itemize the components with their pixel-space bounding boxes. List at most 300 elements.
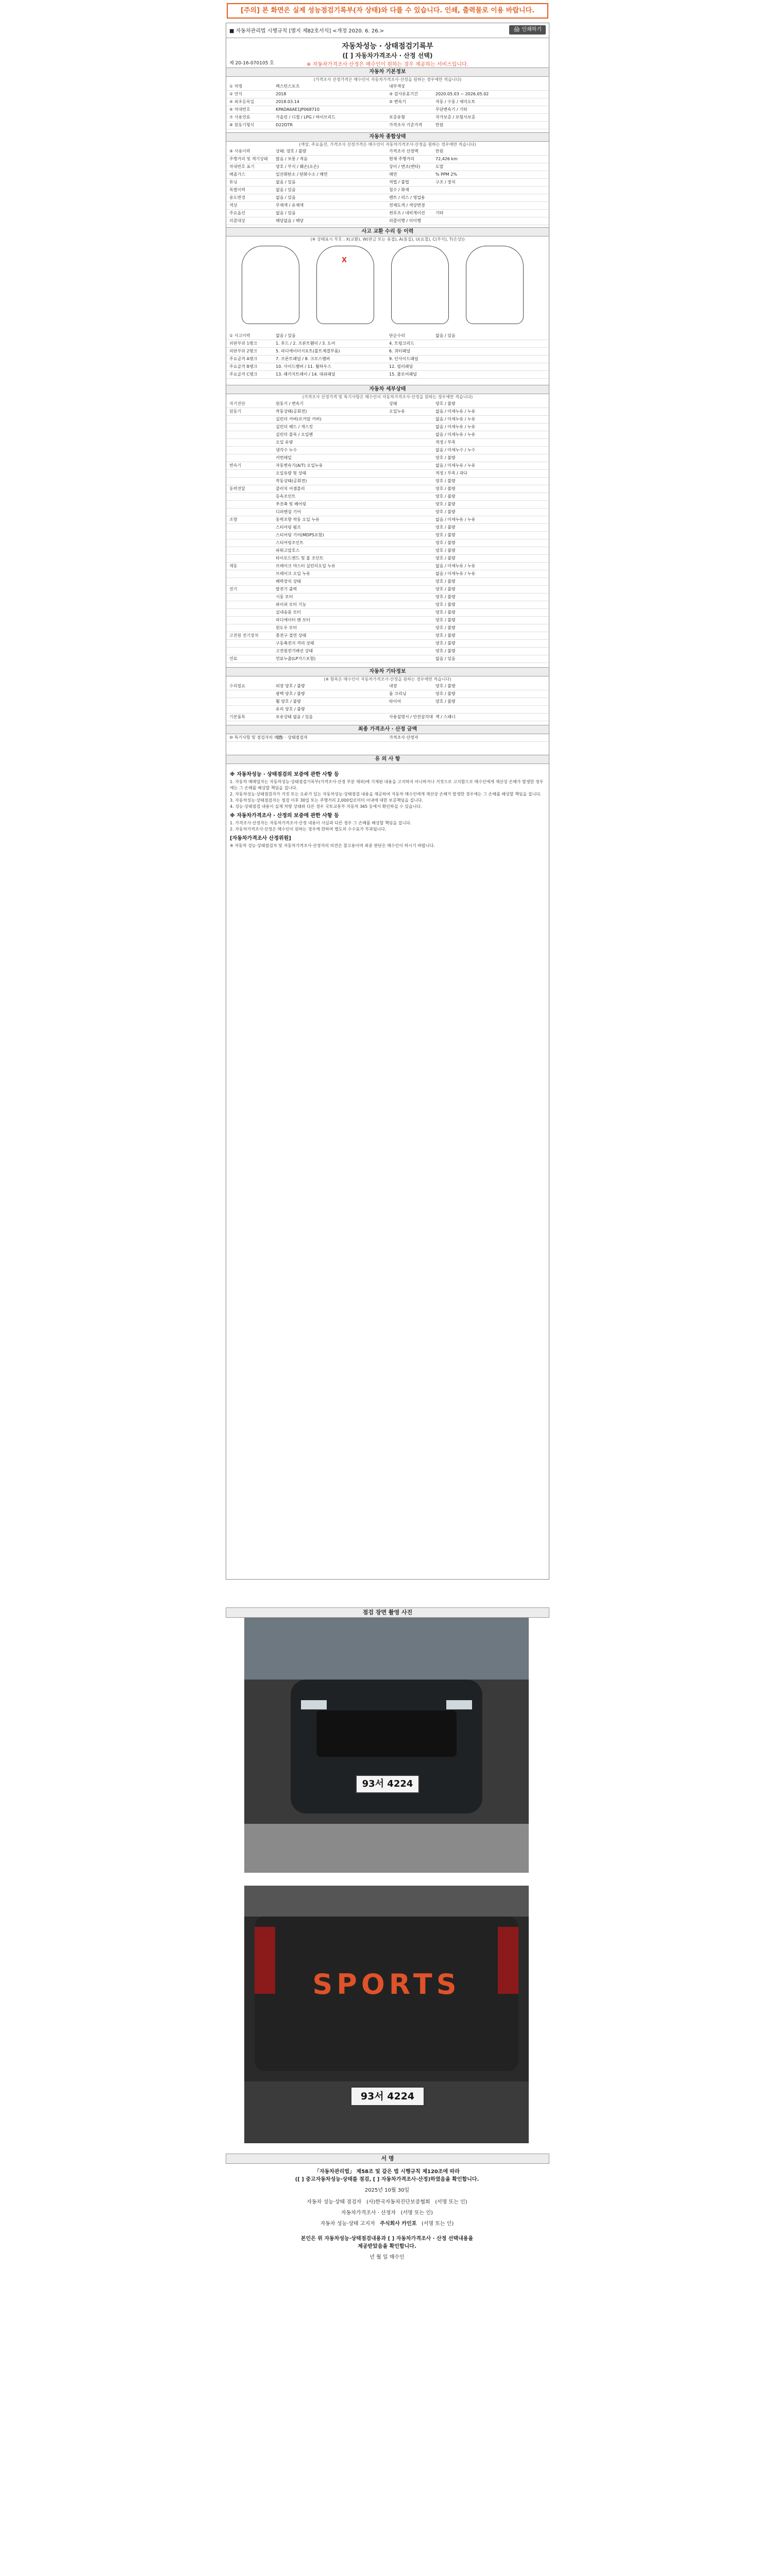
notes-heading-2: ※ 자동차가격조사 · 산정의 보증에 관한 사항 등 [230, 813, 339, 819]
row-key-2: ③ 검사유효기간 [389, 92, 418, 96]
section-basic-info-sub: (가격조사 산정가격은 매수인이 자동차가격조사·산정을 원하는 경우에만 적습니다) [313, 77, 462, 82]
serial-number: 제 20-16-070105 호 [229, 61, 274, 66]
row-value: 상태: 양호 / 불량 [276, 149, 307, 154]
row-value-2: 양호 / 불량 [435, 556, 456, 561]
table-row [226, 734, 549, 742]
table-row [226, 408, 549, 416]
row-value-2: 만원 [435, 149, 444, 154]
table-row [226, 400, 549, 408]
row-value-2: 적정 / 부족 / 과다 [435, 471, 467, 476]
sign-section-title: 서 명 [226, 2154, 549, 2164]
row-key-2: 9. 인사이드패널 [389, 357, 418, 361]
table-row [226, 98, 549, 106]
row-value: 브레이크 마스터 실린더오일 누유 [276, 564, 335, 568]
row-key-2: 룸 크리닝 [389, 691, 407, 696]
row-key-2: 매연 [389, 172, 397, 177]
notes-heading-3: [자동차가격조사 산정위원] [230, 836, 291, 841]
row-key-2: 가격조사 기준가격 [389, 123, 423, 127]
row-value-2: 양호 / 불량 [435, 587, 456, 591]
photo-front [244, 1618, 529, 1873]
row-value-2: 없음 / 있음 [435, 333, 456, 338]
row-value-2: 적정 / 부족 [435, 440, 456, 445]
vehicle-diagram [242, 246, 530, 328]
row-key: 용도변경 [229, 195, 245, 200]
row-value: 배력장치 상태 [276, 579, 301, 584]
row-value: 동력조향 작동 오일 누유 [276, 517, 320, 522]
row-value: 광택 양호 / 불량 [276, 691, 305, 696]
row-value-2: 양호 / 불량 [435, 633, 456, 638]
row-value: D22DTR [276, 123, 293, 127]
section-other-sub: (※ 항목은 매수인이 자동차가격조사·산정을 원하는 경우에만 적습니다) [324, 677, 451, 682]
table-row [226, 532, 549, 539]
row-value: 클러치 어셈블리 [276, 486, 305, 491]
row-key-2: 상이 / 변조(변타) [389, 164, 421, 169]
row-value: 스티어링조인트 [276, 540, 304, 545]
signer-3-tail: (서명 또는 인) [421, 2221, 454, 2227]
signer-1 [226, 2197, 548, 2205]
row-value-2: 없음 / 미세누유 / 누유 [435, 425, 476, 429]
row-key: 주요골격 A랭크 [229, 357, 258, 361]
row-value: 작동상태(공회전) [276, 409, 307, 414]
table-row [226, 555, 549, 563]
row-key: 외판부위 1랭크 [229, 341, 258, 346]
replace-mark: X [342, 257, 347, 264]
row-key-2: 현재 주행거리 [389, 157, 414, 161]
row-value: 없음 / 있음 [276, 333, 296, 338]
signer-2 [226, 2208, 548, 2216]
document-subtitle: ([ ] 자동차가격조사 · 산정 선택) [342, 52, 433, 59]
row-key: 색상 [229, 203, 238, 208]
row-key-2: 썬루프 / 네비게이션 [389, 211, 425, 215]
row-value: 오일 유량 [276, 440, 293, 445]
row-key: ⑥ 차대번호 [229, 107, 250, 112]
table-row [226, 594, 549, 601]
row-key-2: ⑤ 변속기 [389, 99, 406, 104]
table-row [226, 106, 549, 114]
row-value-2: 없음 / 미세누유 / 누유 [435, 564, 476, 568]
row-value: KPADA6AE1JP068710 [276, 107, 320, 112]
row-key: ④ 최초등록일 [229, 99, 255, 104]
signer-1-label: 자동차 성능·상태 점검자 [307, 2199, 362, 2205]
row-value-2: 양호 / 불량 [435, 401, 456, 406]
row-value: 2018 [276, 92, 287, 96]
notes-p3: 3. 자동차성능·상태점검자는 점검 이후 30일 또는 주행거리 2,000킬로미터 이내에 대한 보증책임을 집니다. [230, 798, 424, 803]
table-row [226, 640, 549, 648]
row-key: 외판부위 2랭크 [229, 349, 258, 353]
table-row [226, 171, 549, 179]
basic-info-table [226, 83, 549, 129]
row-value: 1. 후드 / 2. 프론트휀더 / 3. 도어 [276, 341, 335, 346]
table-row [226, 431, 549, 439]
section-detail-sub: (가격조사 산정가격 및 특기사항은 매수인이 자동차가격조사·산정을 원하는 경우에만 적습니다) [302, 395, 473, 399]
row-value-2: 양호 / 불량 [435, 649, 456, 653]
car-left-view [242, 246, 299, 324]
row-key-2: 사용설명서 / 안전삼각대 [389, 715, 433, 719]
row-value-2: 양호 / 불량 [435, 602, 456, 607]
row-value: 커먼레일 [276, 455, 292, 460]
row-value-2: 2020.05.03 ~ 2026.05.02 [435, 92, 489, 96]
row-key-2: 6. 쿼터패널 [389, 349, 411, 353]
table-row [226, 163, 549, 171]
table-row [226, 617, 549, 624]
table-row [226, 371, 549, 379]
table-row [226, 114, 549, 122]
row-value-2: 양호 / 불량 [435, 610, 456, 615]
row-value-2: 없음 / 미세누유 / 누유 [435, 409, 476, 414]
table-row [226, 493, 549, 501]
table-row [226, 470, 549, 478]
row-value: 가솔린 / 디젤 / LPG / 하이브리드 [276, 115, 336, 120]
section-basic-info-title: 자동차 기본정보 [226, 67, 549, 77]
row-value: 구동축전지 격리 상태 [276, 641, 314, 646]
row-key-2: 단순수리 [389, 333, 405, 338]
table-row [226, 348, 549, 355]
row-key-2: 보증유형 [389, 115, 405, 120]
row-value-2: 양호 / 불량 [435, 533, 456, 537]
row-key: 특별이력 [229, 188, 245, 192]
row-key-2: 침수 / 화재 [389, 188, 409, 192]
table-row [226, 462, 549, 470]
document-note: ※ 자동차가격조사·산정은 매수인이 원하는 경우 제공하는 서비스입니다. [307, 62, 468, 67]
row-key-2: 12. 필러패널 [389, 364, 413, 369]
row-value-2: 기타 [435, 211, 444, 215]
row-value: 해당없음 / 해당 [276, 218, 304, 223]
row-value: 냉각수 누수 [276, 448, 297, 452]
row-value: 스티어링 기어(MDPS포함) [276, 533, 324, 537]
row-key: 조향 [229, 517, 238, 522]
row-value-2: 없음 / 미세누유 / 누유 [435, 417, 476, 421]
row-value: 스티어링 펌프 [276, 525, 301, 530]
section-overall-sub: (색상, 주요옵션, 가격조사 산정가격은 매수인이 자동차가격조사·산정을 원하는 경우에만 적습니다) [299, 142, 476, 147]
row-value: 휠 양호 / 불량 [276, 699, 301, 704]
photo-section-title: 점검 장면 촬영 사진 [226, 1607, 549, 1618]
notice-banner: [주의] 본 화면은 실제 성능점검기록부(자 상태)와 다를 수 있습니다. 인쇄, 출력물로 이용 바랍니다. [227, 3, 548, 19]
row-value: 5. 라디에이터서포트(볼트체결부품) [276, 349, 340, 353]
row-value: 실린더 헤드 / 개스킷 [276, 425, 313, 429]
document-header [226, 23, 549, 38]
table-row [226, 563, 549, 570]
row-key: ① 사고이력 [229, 333, 250, 338]
row-key: 주행거리 및 계기상태 [229, 157, 268, 161]
row-value: 등속조인트 [276, 494, 296, 499]
row-value: 없음 / 있음 [276, 188, 296, 192]
sign-line-2: ([ ] 중고자동차성능·상태를 점검, [ ] 자동차가격조사·산정)하였음을 확인합니다. [295, 2177, 479, 2182]
row-key: 제동 [229, 564, 238, 568]
row-value-2: 양호 / 불량 [435, 455, 456, 460]
row-value-2: 양호 / 불량 [435, 618, 456, 622]
row-value-2: 양호 / 불량 [435, 525, 456, 530]
row-key: 전기 [229, 587, 238, 591]
section-detail-title: 자동차 세부상태 [226, 385, 549, 394]
row-value-2: 만원 [435, 123, 444, 127]
notes-title: 유 의 사 항 [226, 755, 549, 764]
sign-date: 2025년 10월 30일 [364, 2188, 410, 2193]
row-key-2: 4. 트렁크리드 [389, 341, 414, 346]
row-value: 없음 / 있음 [276, 195, 296, 200]
row-value: 없음 / 있음 [276, 211, 296, 215]
row-value: 시동 모터 [276, 595, 293, 599]
row-key: 튜닝 [229, 180, 238, 184]
row-value-2: 무단변속기 / 기타 [435, 107, 467, 112]
row-key: 배출가스 [229, 172, 245, 177]
signer-1-tail: (서명 또는 인) [435, 2199, 467, 2205]
print-button[interactable]: 🖨 인쇄하기 [509, 25, 546, 35]
table-row [226, 122, 549, 129]
row-key-2: 리콜이행 / 미이행 [389, 218, 421, 223]
row-key: 변속기 [229, 463, 242, 468]
row-key: 수리필요 [229, 684, 245, 688]
row-value: 발전기 출력 [276, 587, 297, 591]
table-row [226, 202, 549, 210]
row-value-2: 없음 / 미세누유 / 누유 [435, 463, 476, 468]
row-value: 없음 / 있음 [276, 180, 296, 184]
print-label: 인쇄하기 [522, 27, 542, 32]
row-key: 고전원 전기장치 [229, 633, 259, 638]
detail-state-table [226, 400, 549, 663]
car-right-view [466, 246, 524, 324]
table-row [226, 363, 549, 371]
row-value: 일산화탄소 / 탄화수소 / 매연 [276, 172, 328, 177]
row-value: 연료누출(LP가스포함) [276, 656, 316, 661]
notes-p5: 1. 가격조사·산정자는 자동차가격조사·산정 내용이 사실과 다른 경우 그 손해를 배상할 책임을 집니다. [230, 821, 412, 825]
row-key-2: 상태 [389, 401, 397, 406]
table-row [226, 570, 549, 578]
row-value: 원동기 / 변속기 [276, 401, 304, 406]
table-row [226, 148, 549, 156]
row-value-2: 양호 / 불량 [435, 579, 456, 584]
row-key-2: 내부색상 [389, 84, 405, 89]
row-value-2: 없음 / 미세누유 / 누유 [435, 517, 476, 522]
table-row [226, 683, 549, 690]
row-key: ⑩ 특기사항 및 점검자의 의견 [229, 735, 282, 740]
row-key-2: 전체도색 / 색상변경 [389, 203, 425, 208]
row-value: 타이로드엔드 및 볼 조인트 [276, 556, 324, 561]
row-value: 추진축 및 베어링 [276, 502, 307, 506]
footer-line-1: 본인은 위 자동차성능·상태점검내용과 [ ] 자동차가격조사 · 산정 선택내용을 [300, 2236, 474, 2242]
notes-p6: 2. 자동차가격조사·산정은 매수인이 원하는 경우에 한하며 별도의 수수료가 부과됩니다. [230, 827, 386, 832]
row-key: 주요골격 B랭크 [229, 364, 258, 369]
row-key: 주요골격 C랭크 [229, 372, 258, 377]
row-value-2: 양호 / 불량 [435, 479, 456, 483]
row-key-2: 가격조사·산정자 [389, 735, 418, 740]
row-value: 유리 양호 / 불량 [276, 707, 305, 711]
table-row [226, 632, 549, 640]
final-table [226, 734, 549, 742]
notes-p4: 4. 성능·상태점검 내용이 실제 차량 상태와 다른 경우 국토교통부 자동차 365 등에서 확인하실 수 있습니다. [230, 804, 422, 809]
title-block [226, 39, 549, 67]
sign-area [226, 2167, 548, 2260]
row-key-2: 15. 플로어패널 [389, 372, 417, 377]
row-value: 라디에이터 팬 모터 [276, 618, 310, 622]
row-value: 외장 양호 / 불량 [276, 684, 305, 688]
section-accident-title: 사고 교환 수리 등 이력 [226, 227, 549, 236]
signer-2-tail: (서명 또는 인) [400, 2210, 433, 2216]
row-value: 실내송풍 모터 [276, 610, 301, 615]
section-other-title: 자동차 기타정보 [226, 667, 549, 676]
notes-heading-1: ※ 자동차성능 · 상태점검의 보증에 관한 사항 등 [230, 772, 339, 777]
row-value: 렉스턴스포츠 [276, 84, 300, 89]
row-value: 13. 패키지트레이 / 14. 대쉬패널 [276, 372, 335, 377]
row-value-2: 양호 / 불량 [435, 595, 456, 599]
signer-1-value: (사)한국자동차진단보증협회 [366, 2199, 430, 2205]
table-row [226, 416, 549, 423]
row-key: 리콜대상 [229, 218, 245, 223]
row-key: 원동기 [229, 409, 242, 414]
table-row [226, 83, 549, 91]
overall-state-table [226, 148, 549, 225]
row-value-2: 양호 / 불량 [435, 625, 456, 630]
table-row [226, 423, 549, 431]
row-value: 고전원전기배선 상태 [276, 649, 313, 653]
front-photo-illustration [244, 1618, 529, 1873]
section-final-title: 최종 가격조사 · 산정 금액 [226, 725, 549, 734]
row-value: 실린더 커버(로커암 커버) [276, 417, 322, 421]
row-value-2: 양호 / 불량 [435, 641, 456, 646]
row-value-2: 자동 / 수동 / 세미오토 [435, 99, 476, 104]
table-row [226, 355, 549, 363]
table-row [226, 210, 549, 217]
table-row [226, 586, 549, 594]
row-key: 차대번호 표기 [229, 164, 255, 169]
row-value: 많음 / 보통 / 적음 [276, 157, 308, 161]
tailgate-lettering: SPORTS [312, 1968, 461, 2001]
row-value: 윈도우 모터 [276, 625, 297, 630]
row-key-2: 타이어 [389, 699, 401, 704]
table-row [226, 706, 549, 714]
table-row [226, 501, 549, 509]
table-row [226, 714, 549, 721]
row-key: 동력전달 [229, 486, 245, 491]
rear-license-plate: 93서 4224 [350, 2087, 425, 2106]
row-key: ⑨ 사용이력 [229, 149, 250, 154]
row-key-2: 오일누유 [389, 409, 405, 414]
row-key-2: 적법 / 불법 [389, 180, 409, 184]
row-value: 자동변속기(A/T) 오일누유 [276, 463, 323, 468]
row-value-2: 양호 / 불량 [435, 502, 456, 506]
row-key: 주요옵션 [229, 211, 245, 215]
table-row [226, 194, 549, 202]
row-value-2: 잭 / 스패너 [435, 715, 456, 719]
row-value-2: 없음 / 있음 [435, 656, 456, 661]
table-row [226, 156, 549, 163]
row-key: ⑦ 사용연료 [229, 115, 250, 120]
row-value: 작동상태(공회전) [276, 479, 307, 483]
footer-line-2: 제공받았음을 확인합니다. [358, 2244, 416, 2249]
row-value: 실린더 블록 / 오일팬 [276, 432, 313, 437]
row-value-2: 양호 / 불량 [435, 494, 456, 499]
section-overall-title: 자동차 종합상태 [226, 132, 549, 142]
row-key: 연료 [229, 656, 238, 661]
row-key: 자기진단 [229, 401, 245, 406]
signer-3-label: 자동차 성능·상태 고지자 [320, 2221, 375, 2227]
table-row [226, 690, 549, 698]
row-value: 와이퍼 모터 기능 [276, 602, 307, 607]
row-value-2: % PPM 2% [435, 172, 457, 177]
row-value-2: 양호 / 불량 [435, 510, 456, 514]
row-value-2: 양호 / 불량 [435, 699, 456, 704]
table-row [226, 539, 549, 547]
law-reference: ■ 자동차관리법 시행규칙 [별지 제82호서식] <개정 2020. 6. 26.> [229, 28, 384, 34]
row-key: ⑧ 원동기형식 [229, 123, 255, 127]
table-row [226, 698, 549, 706]
accident-table [226, 332, 549, 379]
footer-line-3: 년 월 일 매수인 [369, 2255, 405, 2260]
signer-2-label: 자동차가격조사 · 산정자 [341, 2210, 396, 2216]
row-value: 충전구 절연 상태 [276, 633, 307, 638]
table-row [226, 187, 549, 194]
notes-p1: 1. 자동차 매매업자는 자동차성능·상태점검기록부(가격조사·산정 부분 제외)에 기재된 내용을 고지하지 아니하거나 거짓으로 고지함으로 매수인에게 재산상 손해가 발생한 경우에는 그 손해를 배상할 책임을 집니다. [230, 779, 544, 790]
car-top-rear-view [391, 246, 449, 324]
table-row [226, 524, 549, 532]
table-row [226, 340, 549, 348]
table-row [226, 624, 549, 632]
row-key-2: 가격조사 산정액 [389, 149, 418, 154]
table-row [226, 601, 549, 609]
table-row [226, 655, 549, 663]
table-row [226, 447, 549, 454]
row-value: 성능 · 상태점검자 [276, 735, 308, 740]
row-value-2: 양호 / 불량 [435, 486, 456, 491]
row-key-2: 렌트 / 리스 / 영업용 [389, 195, 425, 200]
row-key: 기본품목 [229, 715, 245, 719]
notes-p7: ※ 자동차 성능·상태점검자 및 자동차가격조사·산정자의 의견은 참고용이며 최종 판단은 매수인이 하시기 바랍니다. [230, 843, 435, 848]
front-license-plate: 93서 4224 [356, 1775, 419, 1793]
row-value: 7. 프론트패널 / 8. 크로스멤버 [276, 357, 330, 361]
notes-body [230, 769, 544, 849]
row-value: 파워고압호스 [276, 548, 300, 553]
signer-3 [226, 2219, 548, 2227]
photo-rear [244, 1886, 529, 2143]
table-row [226, 516, 549, 524]
section-accident-sub: (※ 상태표시 부호 : X(교환), W(판금 또는 용접), A(흠집), U(요철), C(부식), T(손상)) [310, 237, 465, 242]
document-title: 자동차성능 · 상태점검기록부 [342, 42, 433, 50]
row-value: 무채색 / 유채색 [276, 203, 304, 208]
table-row [226, 217, 549, 225]
row-value: 2018.03.14 [276, 99, 299, 104]
table-row [226, 509, 549, 516]
row-value-2: 자가보증 / 보험사보증 [435, 115, 476, 120]
table-row [226, 648, 549, 655]
table-row [226, 547, 549, 555]
row-value: 디퍼렌셜 기어 [276, 510, 301, 514]
row-value-2: 구조 / 장치 [435, 180, 456, 184]
row-value-2: 도말 [435, 164, 444, 169]
row-key: ① 차명 [229, 84, 243, 89]
row-value-2: 양호 / 불량 [435, 691, 456, 696]
table-row [226, 439, 549, 447]
table-row [226, 485, 549, 493]
row-key-2: 내장 [389, 684, 397, 688]
row-value: 보유상태 없음 / 있음 [276, 715, 313, 719]
row-value-2: 없음 / 미세누유 / 누유 [435, 571, 476, 576]
table-row [226, 454, 549, 462]
sign-line-1: 「자동차관리법」 제58조 및 같은 법 시행규칙 제120조에 따라 [314, 2169, 460, 2175]
row-key: ② 연식 [229, 92, 243, 96]
row-value-2: 양호 / 불량 [435, 540, 456, 545]
row-value-2: 72,426 km [435, 157, 458, 161]
table-row [226, 478, 549, 485]
notes-p2: 2. 자동차성능·상태점검자가 거짓 또는 오류가 있는 자동차성능·상태점검 내용을 제공하여 자동차 매수인에게 재산상 손해가 발생한 경우에는 그 손해를 배상할 책임을 집니다. [230, 792, 542, 796]
table-row [226, 332, 549, 340]
row-value: 오일유량 및 상태 [276, 471, 307, 476]
row-value-2: 양호 / 불량 [435, 548, 456, 553]
signer-3-value: 주식회사 카인포 [380, 2221, 417, 2227]
row-value-2: 없음 / 미세누유 / 누유 [435, 432, 476, 437]
other-info-table [226, 683, 549, 721]
table-row [226, 179, 549, 187]
row-value-2: 없음 / 미세누수 / 누수 [435, 448, 476, 452]
row-value: 10. 사이드멤버 / 11. 휠하우스 [276, 364, 331, 369]
